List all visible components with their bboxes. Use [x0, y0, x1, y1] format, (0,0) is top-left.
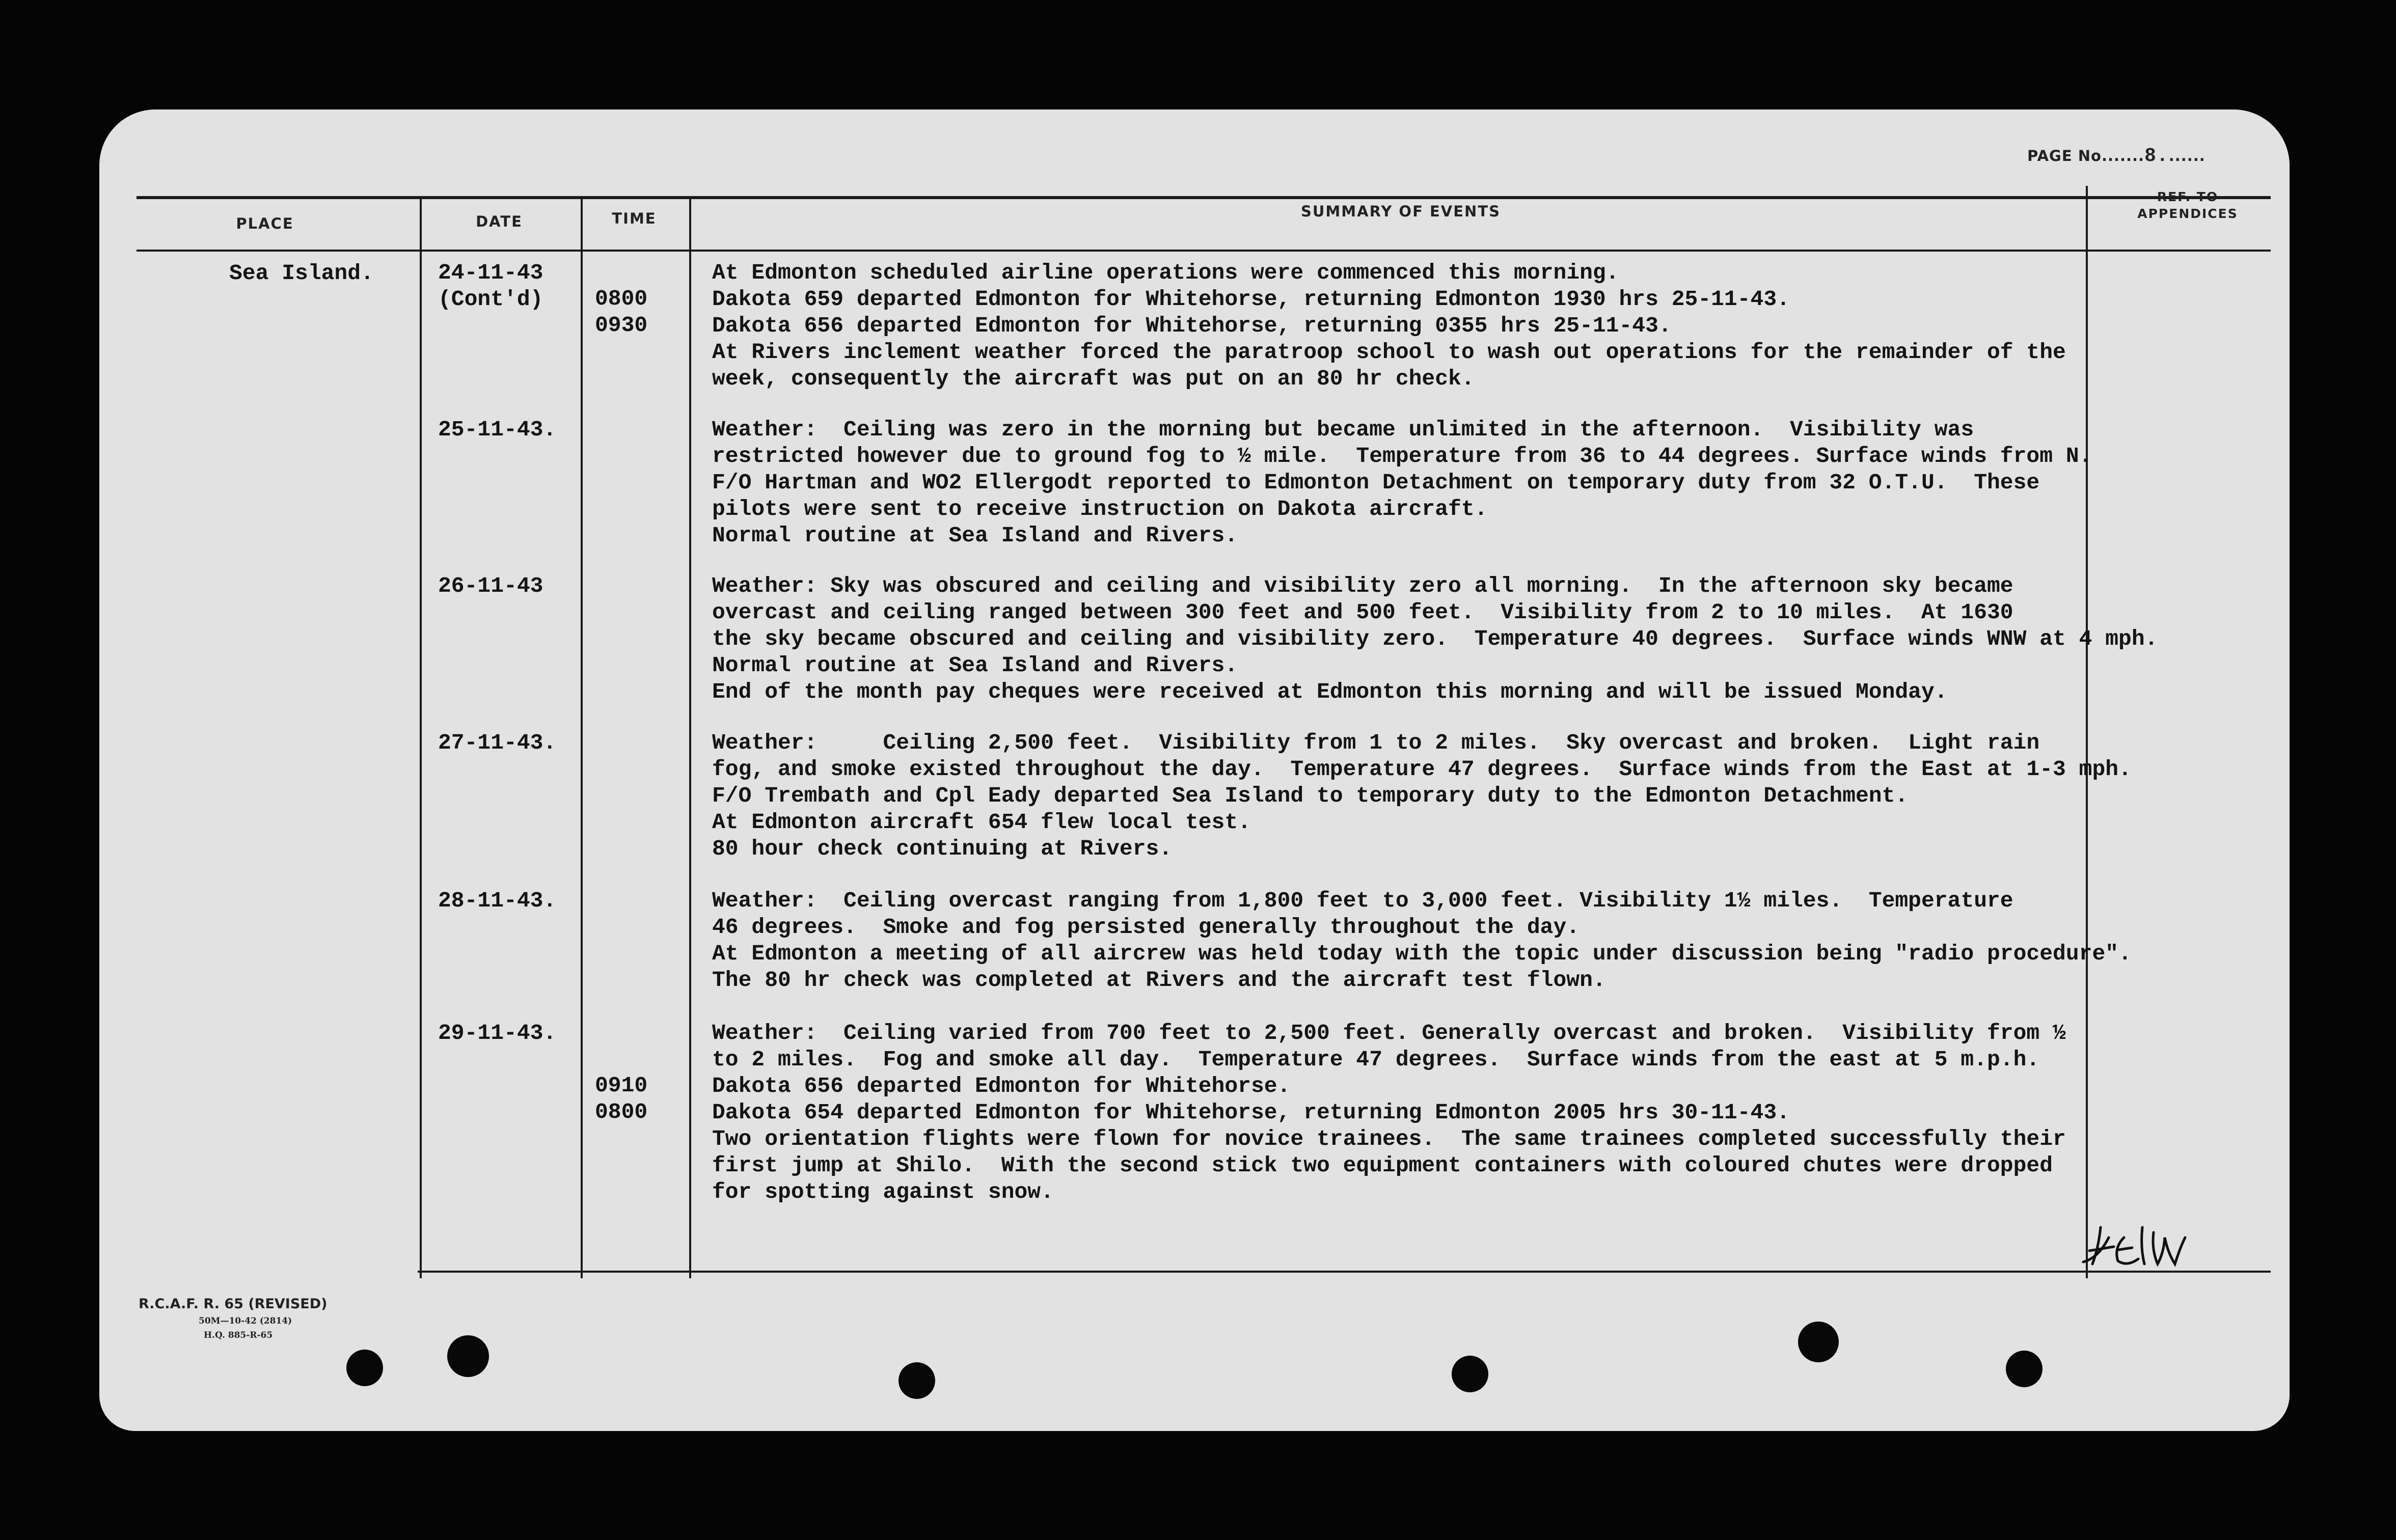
event-line: Two orientation flights were flown for novice trainees. The same trainees completed successfully their [712, 1126, 2066, 1151]
column-header-place: PLACE [236, 215, 294, 232]
header-top-rule [137, 196, 2271, 199]
time-cell: 0930 [595, 313, 648, 338]
date-cell [438, 1020, 570, 1047]
event-line: Normal routine at Sea Island and Rivers. [712, 653, 1238, 678]
event-line: restricted however due to ground fog to ½ mile. Temperature from 36 to 44 degrees. Surface winds from N. [712, 444, 2092, 469]
time-cell: 0910 [595, 1073, 648, 1098]
event-entry [712, 260, 2138, 392]
event-line: the sky became obscured and ceiling and visibility zero. Temperature 40 degrees. Surface winds WNW at 4 mph. [712, 626, 2158, 651]
punch-hole [1798, 1322, 1839, 1362]
place-cell: Sea Island. [229, 261, 374, 286]
punch-hole [2006, 1351, 2043, 1387]
date-cell [438, 730, 570, 756]
date-text: 28-11-43. [438, 888, 557, 913]
event-line: At Rivers inclement weather forced the paratroop school to wash out operations for the remainder of the [712, 340, 2066, 365]
date-cell [438, 573, 570, 599]
event-line: week, consequently the aircraft was put on an 80 hr check. [712, 366, 1475, 391]
event-line: At Edmonton a meeting of all aircrew was held today with the topic under discussion being "radio procedure". [712, 941, 2132, 966]
event-line: Dakota 656 departed Edmonton for Whitehorse, returning 0355 hrs 25-11-43. [712, 313, 1672, 338]
event-entry [712, 1020, 2138, 1205]
form-identifier: R.C.A.F. R. 65 (REVISED) [139, 1296, 328, 1312]
column-divider-date [581, 199, 583, 1278]
event-line: first jump at Shilo. With the second stick two equipment containers with coloured chutes were dropped [712, 1153, 2053, 1178]
date-text: (Cont'd) [438, 287, 543, 312]
form-print-code: 50M—10-42 (2814) [199, 1316, 292, 1326]
event-line: Weather: Ceiling overcast ranging from 1,800 feet to 3,000 feet. Visibility 1½ miles. Temperature [712, 888, 2013, 913]
event-line: Dakota 659 departed Edmonton for Whitehorse, returning Edmonton 1930 hrs 25-11-43. [712, 287, 1790, 312]
event-line: At Edmonton scheduled airline operations were commenced this morning. [712, 260, 1619, 285]
event-line: Weather: Ceiling was zero in the morning but became unlimited in the afternoon. Visibility was [712, 417, 1974, 442]
date-text: 24-11-43 [438, 260, 543, 285]
event-line: 80 hour check continuing at Rivers. [712, 836, 1173, 861]
event-line: Dakota 654 departed Edmonton for Whitehorse, returning Edmonton 2005 hrs 30-11-43. [712, 1100, 1790, 1125]
event-line: F/O Hartman and WO2 Ellergodt reported to Edmonton Detachment on temporary duty from 32 O.T.U. These [712, 470, 2040, 495]
event-line: F/O Trembath and Cpl Eady departed Sea Island to temporary duty to the Edmonton Detachment. [712, 783, 1909, 808]
punch-hole [1452, 1356, 1488, 1392]
column-header-date: DATE [476, 213, 523, 230]
event-line: fog, and smoke existed throughout the day. Temperature 47 degrees. Surface winds from the East at 1-3 mph. [712, 757, 2132, 782]
column-header-ref: REF. TO APPENDICES [2137, 189, 2238, 221]
event-entry [712, 730, 2138, 862]
event-line: Weather: Ceiling varied from 700 feet to 2,500 feet. Generally overcast and broken. Visibility from ½ [712, 1021, 2066, 1046]
column-divider-time [689, 199, 691, 1278]
event-line: Normal routine at Sea Island and Rivers. [712, 523, 1238, 548]
form-hq-code: H.Q. 885-R-65 [204, 1330, 273, 1340]
event-line: Weather: Ceiling 2,500 feet. Visibility from 1 to 2 miles. Sky overcast and broken. Light rain [712, 730, 2040, 755]
event-line: to 2 miles. Fog and smoke all day. Temperature 47 degrees. Surface winds from the east at 5 m.p.h. [712, 1047, 2040, 1072]
date-cell [438, 888, 570, 914]
date-cell [438, 260, 570, 313]
event-line: End of the month pay cheques were received at Edmonton this morning and will be issued Monday. [712, 679, 1948, 704]
event-entry [712, 888, 2138, 994]
punch-hole [447, 1335, 489, 1377]
signature-initials [2078, 1217, 2195, 1273]
event-line: Weather: Sky was obscured and ceiling and visibility zero all morning. In the afternoon sky became [712, 573, 2013, 598]
event-line: The 80 hr check was completed at Rivers and the aircraft test flown. [712, 968, 1606, 993]
event-line: overcast and ceiling ranged between 300 feet and 500 feet. Visibility from 2 to 10 miles. At 1630 [712, 600, 2013, 625]
event-line: for spotting against snow. [712, 1179, 1054, 1204]
page-number: PAGE No.......8....... [2027, 145, 2206, 167]
table-bottom-rule [418, 1271, 2271, 1273]
header-bottom-rule [137, 250, 2271, 252]
event-line: Dakota 656 departed Edmonton for Whitehorse. [712, 1074, 1291, 1098]
date-text: 29-11-43. [438, 1021, 557, 1046]
date-text: 25-11-43. [438, 417, 557, 442]
event-entry [712, 417, 2138, 549]
time-cell: 0800 [595, 1099, 648, 1124]
time-cell: 0800 [595, 286, 648, 311]
event-line: At Edmonton aircraft 654 flew local test. [712, 810, 1251, 835]
event-line: pilots were sent to receive instruction on Dakota aircraft. [712, 497, 1488, 521]
event-entry [712, 573, 2158, 705]
column-header-summary: SUMMARY OF EVENTS [1301, 203, 1501, 220]
column-header-time: TIME [612, 210, 657, 227]
column-divider-place [420, 199, 422, 1278]
date-text: 27-11-43. [438, 730, 557, 755]
date-cell [438, 417, 570, 443]
punch-hole [898, 1362, 935, 1399]
punch-hole [346, 1350, 383, 1386]
date-text: 26-11-43 [438, 573, 543, 598]
event-line: 46 degrees. Smoke and fog persisted generally throughout the day. [712, 915, 1580, 940]
